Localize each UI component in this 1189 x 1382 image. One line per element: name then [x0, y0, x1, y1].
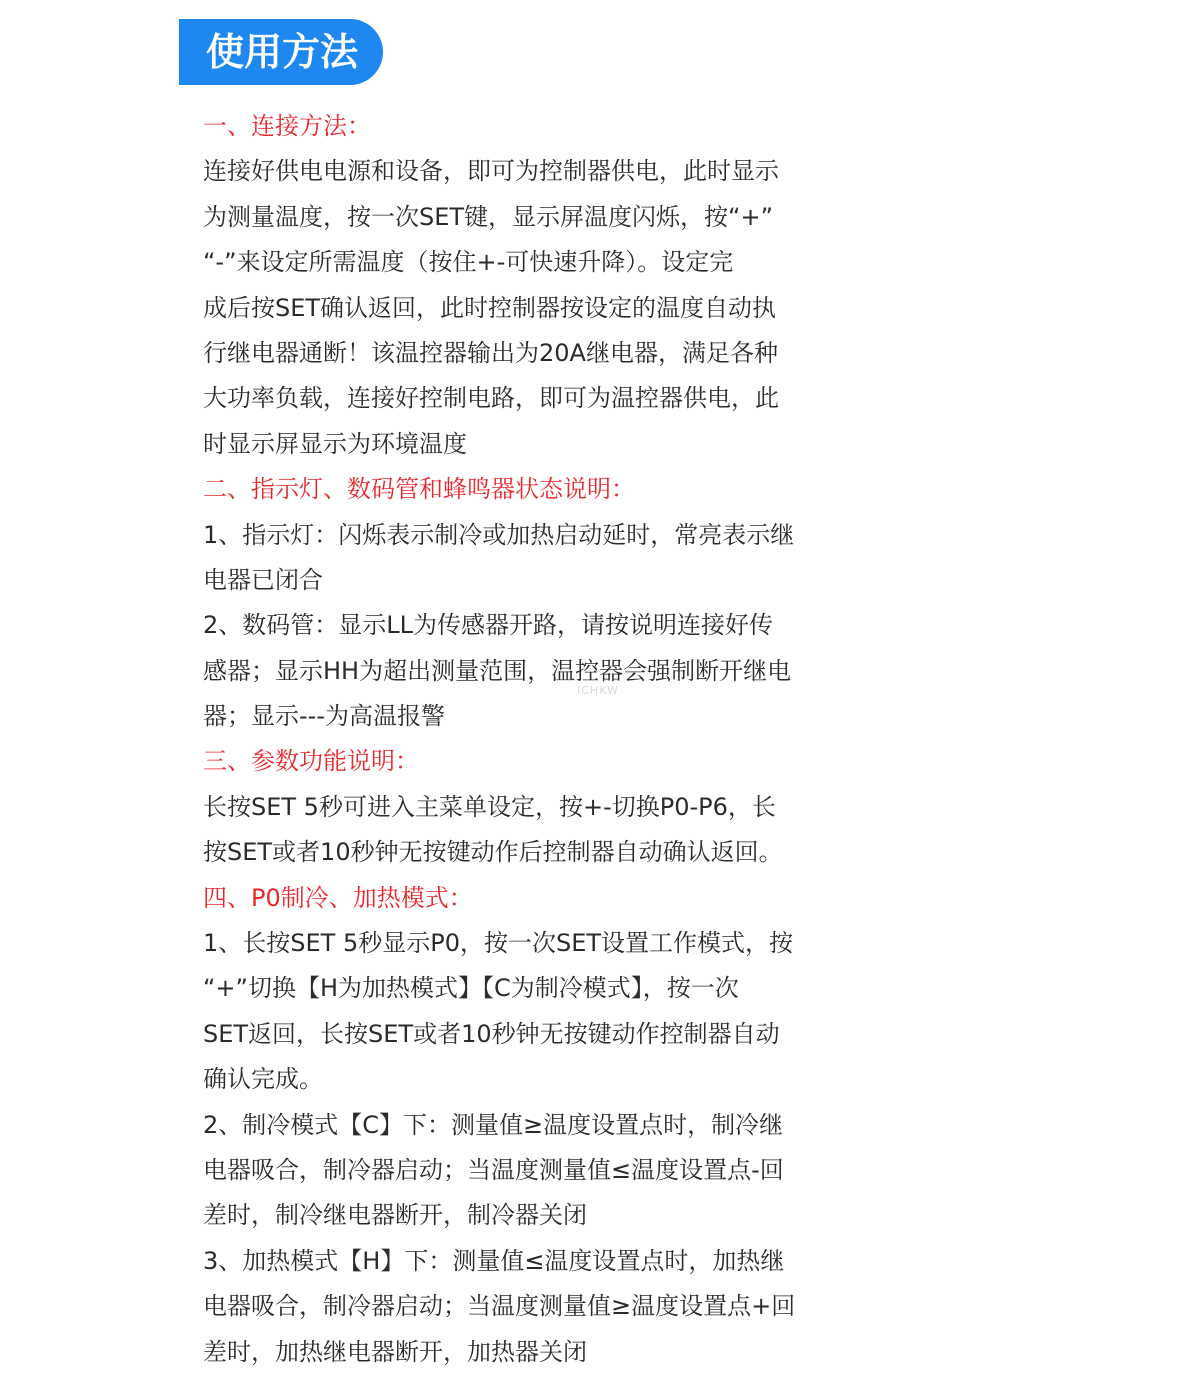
- body-line: 差时，加热继电器断开，加热器关闭: [203, 1337, 587, 1366]
- body-line: 差时，制冷继电器断开，制冷器关闭: [203, 1201, 587, 1230]
- body-line: 1、指示灯：闪烁表示制冷或加热启动延时，常亮表示继: [203, 520, 795, 549]
- section-title-connection: 一、连接方法：: [203, 112, 371, 140]
- section-title-p0-mode: 四、P0制冷、加热模式：: [203, 883, 473, 912]
- body-line: 电器吸合，制冷器启动；当温度测量值≤温度设置点-回: [203, 1155, 784, 1184]
- body-line: 为测量温度，按一次SET键，显示屏温度闪烁，按“+”: [203, 202, 774, 231]
- body-line: “-”来设定所需温度（按住+-可快速升降）。设定完: [203, 248, 734, 277]
- section-title-indicators: 二、指示灯、数码管和蜂鸣器状态说明：: [203, 475, 635, 504]
- body-line: 2、数码管：显示LL为传感器开路，请按说明连接好传: [203, 611, 774, 640]
- body-line: 按SET或者10秒钟无按键动作后控制器自动确认返回。: [203, 838, 783, 867]
- body-line: 器；显示---为高温报警: [203, 702, 445, 731]
- body-line: 3、加热模式【H】下：测量值≤温度设置点时，加热继: [203, 1246, 785, 1275]
- body-line: 2、制冷模式【C】下：测量值≥温度设置点时，制冷继: [203, 1110, 784, 1139]
- body-line: 成后按SET确认返回，此时控制器按设定的温度自动执: [203, 293, 777, 322]
- body-line: 电器已闭合: [203, 565, 323, 594]
- body-line: 大功率负载，连接好控制电路，即可为温控器供电，此: [203, 384, 779, 413]
- body-line: 感器；显示HH为超出测量范围，温控器会强制断开继电: [203, 656, 792, 685]
- body-line: SET返回，长按SET或者10秒钟无按键动作控制器自动: [203, 1019, 780, 1048]
- body-line: 长按SET 5秒可进入主菜单设定，按+-切换P0-P6，长: [203, 792, 776, 821]
- section-title-parameters: 三、参数功能说明：: [203, 747, 419, 776]
- body-line: 电器吸合，制冷器启动；当温度测量值≥温度设置点+回: [203, 1292, 796, 1321]
- watermark: ICHKW: [577, 684, 619, 697]
- body-line: 行继电器通断！该温控器输出为20A继电器，满足各种: [203, 338, 778, 367]
- body-line: “+”切换【H为加热模式】【C为制冷模式】，按一次: [203, 974, 739, 1003]
- instructions-body: [203, 104, 823, 1375]
- body-line: 1、长按SET 5秒显示P0，按一次SET设置工作模式，按: [203, 929, 794, 958]
- body-line: 时显示屏显示为环境温度: [203, 429, 467, 458]
- body-line: 连接好供电电源和设备，即可为控制器供电，此时显示: [203, 157, 779, 186]
- body-line: 确认完成。: [203, 1065, 323, 1094]
- page-title: 使用方法: [179, 19, 383, 85]
